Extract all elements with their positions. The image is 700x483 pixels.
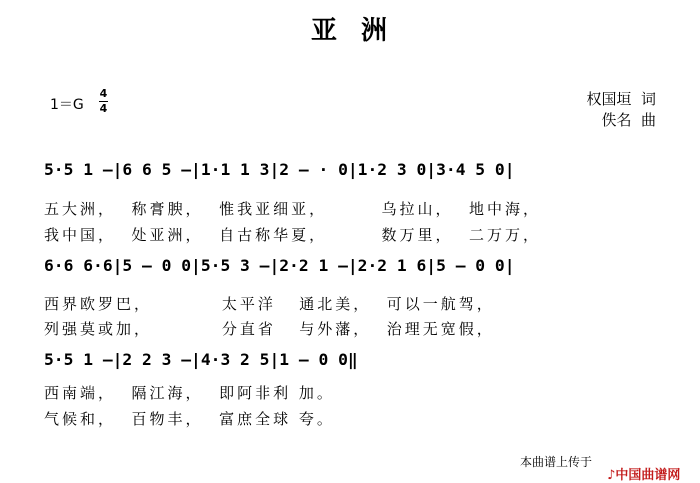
time-numerator: 4 — [99, 87, 108, 100]
lyric-line-2-verse-1: 西界欧罗巴， 太平洋 通北美， 可以一航驾， — [44, 295, 495, 313]
lyric-line-1-verse-2: 我中国， 处亚洲， 自古称华夏， 数万里， 二万万， — [44, 226, 541, 244]
song-title: 亚 洲 — [310, 16, 390, 46]
lyric-line-3-verse-1: 西南端， 隔江海， 即阿非利 加。 — [44, 384, 335, 402]
lyric-line-1-verse-1: 五大洲， 称膏腴， 惟我亚细亚， 乌拉山， 地中海， — [44, 200, 541, 218]
music-note-icon: ♪ — [607, 468, 616, 483]
lyric-line-3-verse-2: 气候和， 百物丰， 富庶全球 夸。 — [44, 410, 335, 428]
notation-line-1: 5·5 1 —|6 6 5 —|1·1 1 3|2 — · 0|1·2 3 0|3·4 5 0| — [44, 160, 515, 179]
lyric-line-2-verse-2: 列强莫或加， 分直省 与外藩， 治理无宽假， — [44, 320, 495, 338]
time-signature — [99, 88, 108, 115]
notation-line-2: 6·6 6·6|5 — 0 0|5·5 3 —|2·2 1 —|2·2 1 6|5 — 0 0| — [44, 256, 515, 275]
key-signature: 1＝G — [50, 97, 84, 113]
composer-credit: 佚名 曲 — [601, 111, 656, 129]
lyricist-credit: 权国垣 词 — [586, 90, 656, 108]
site-name: 中国曲谱网 — [615, 468, 681, 483]
notation-line-3: 5·5 1 —|2 2 3 —|4·3 2 5|1 — 0 0‖ — [44, 350, 358, 369]
upload-note: 本曲谱上传于 — [519, 455, 592, 469]
time-denominator: 4 — [99, 102, 108, 115]
